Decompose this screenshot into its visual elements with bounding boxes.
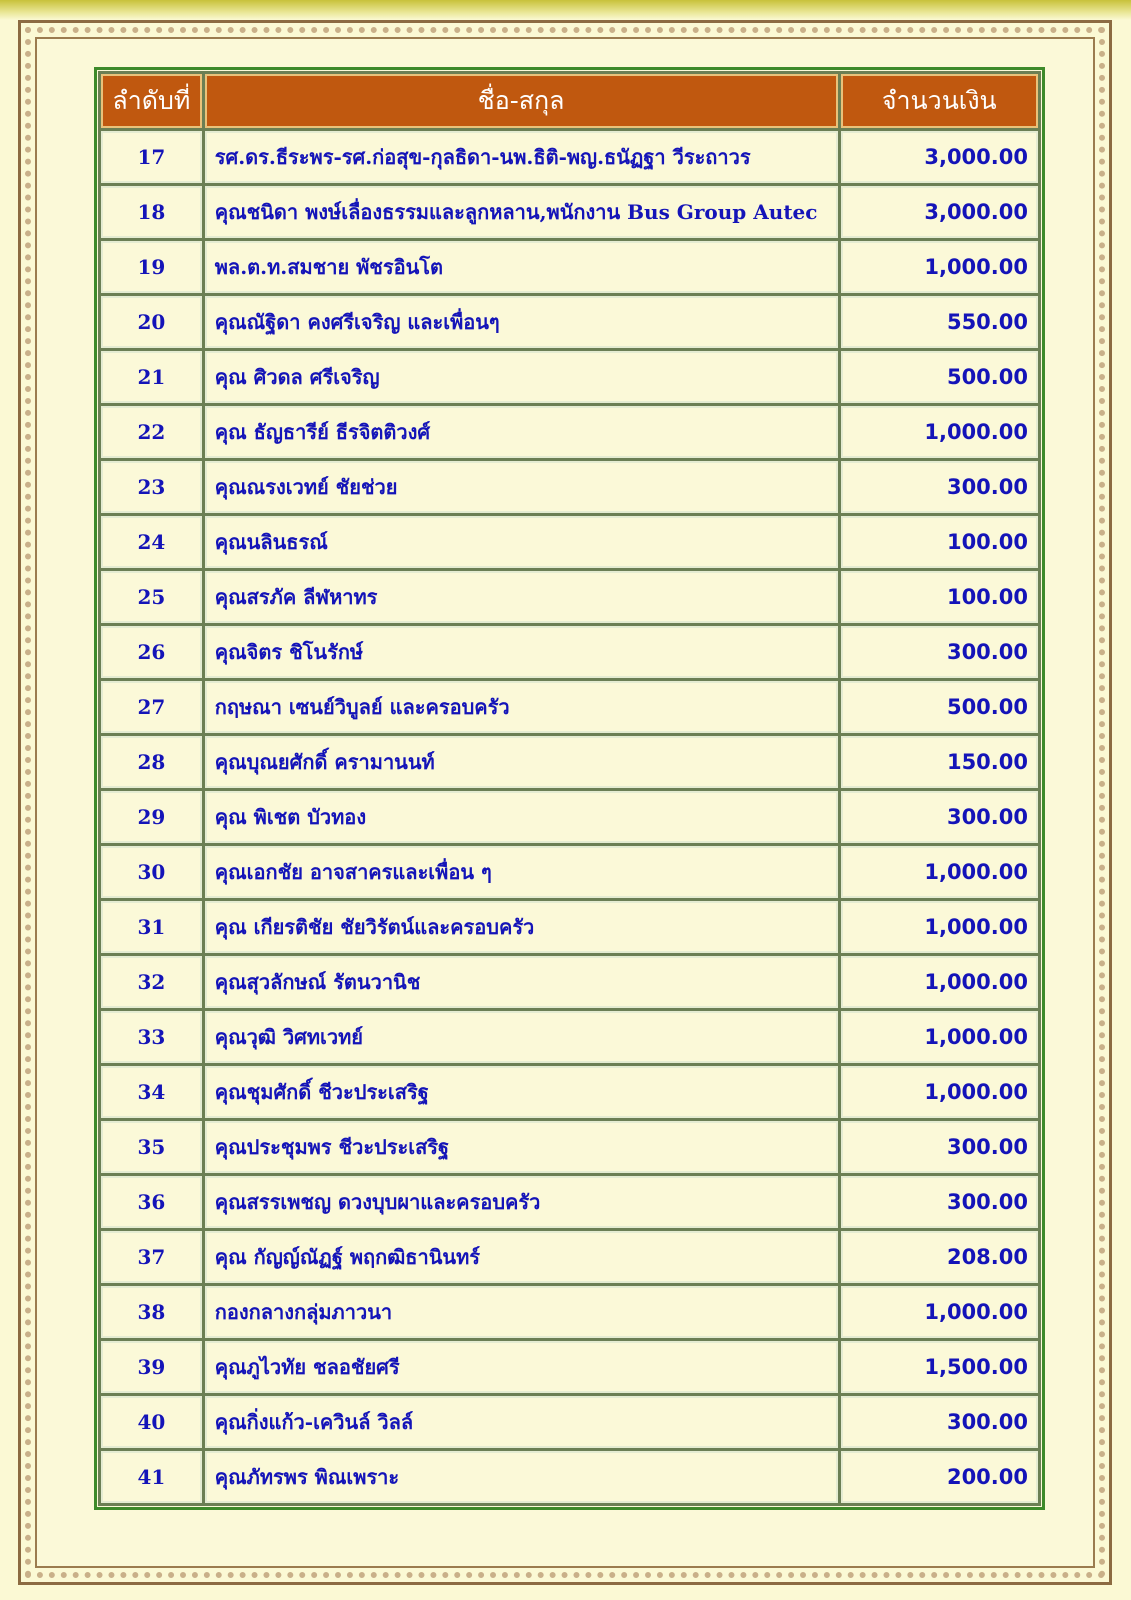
- donor-name: คุณสรรเพชญ ดวงบุบผาและครอบครัว: [205, 1176, 838, 1228]
- donation-amount: 1,000.00: [841, 901, 1039, 953]
- table-row: [101, 1286, 1038, 1338]
- donation-amount: 100.00: [841, 516, 1039, 568]
- donation-amount: 3,000.00: [841, 186, 1039, 238]
- row-number: 38: [101, 1286, 202, 1338]
- row-number: 33: [101, 1011, 202, 1063]
- row-number: 18: [101, 186, 202, 238]
- row-number: 30: [101, 846, 202, 898]
- donation-amount: 1,000.00: [841, 956, 1039, 1008]
- donor-table-body: [101, 131, 1038, 1503]
- donor-name: กองกลางกลุ่มภาวนา: [205, 1286, 838, 1338]
- table-row: [101, 296, 1038, 348]
- donation-amount: 550.00: [841, 296, 1039, 348]
- row-number: 35: [101, 1121, 202, 1173]
- donor-name: คุณ พิเชต บัวทอง: [205, 791, 838, 843]
- table-row: [101, 1011, 1038, 1063]
- donor-name: คุณบุณยศักดิ์ ครามานนท์: [205, 736, 838, 788]
- donation-amount: 300.00: [841, 1176, 1039, 1228]
- donor-name: กฤษณา เซนย์วิบูลย์ และครอบครัว: [205, 681, 838, 733]
- row-number: 34: [101, 1066, 202, 1118]
- row-number: 37: [101, 1231, 202, 1283]
- row-number: 40: [101, 1396, 202, 1448]
- table-row: [101, 516, 1038, 568]
- donation-amount: 300.00: [841, 791, 1039, 843]
- donor-name: พล.ต.ท.สมชาย พัชรอินโต: [205, 241, 838, 293]
- table-row: [101, 791, 1038, 843]
- row-number: 27: [101, 681, 202, 733]
- table-row: [101, 626, 1038, 678]
- donation-amount: 208.00: [841, 1231, 1039, 1283]
- table-row: [101, 736, 1038, 788]
- donation-amount: 150.00: [841, 736, 1039, 788]
- row-number: 20: [101, 296, 202, 348]
- donation-amount: 500.00: [841, 681, 1039, 733]
- donor-name: คุณ ศิวดล ศรีเจริญ: [205, 351, 838, 403]
- table-row: [101, 406, 1038, 458]
- top-gradient-band: [0, 0, 1131, 20]
- donor-name: คุณเอกชัย อาจสาครและเพื่อน ๆ: [205, 846, 838, 898]
- table-row: [101, 241, 1038, 293]
- row-number: 21: [101, 351, 202, 403]
- donation-amount: 300.00: [841, 1121, 1039, 1173]
- header-name: ชื่อ-สกุล: [205, 74, 838, 128]
- donation-amount: 1,000.00: [841, 1011, 1039, 1063]
- donor-name: คุณภูไวทัย ชลอชัยศรี: [205, 1341, 838, 1393]
- table-header-row: [101, 74, 1038, 128]
- table-row: [101, 901, 1038, 953]
- table-row: [101, 1451, 1038, 1503]
- donor-name: คุณ กัญญ์ณัฏฐ์ พฤกฒิธานินทร์: [205, 1231, 838, 1283]
- table-row: [101, 846, 1038, 898]
- row-number: 28: [101, 736, 202, 788]
- donor-name: คุณนลินธรณ์: [205, 516, 838, 568]
- donor-name: คุณ เกียรติชัย ชัยวิรัตน์และครอบครัว: [205, 901, 838, 953]
- donation-amount: 500.00: [841, 351, 1039, 403]
- donor-table-container: [94, 67, 1045, 1510]
- donor-table: [98, 71, 1041, 1506]
- row-number: 25: [101, 571, 202, 623]
- row-number: 17: [101, 131, 202, 183]
- donor-name: คุณชุมศักดิ์ ชีวะประเสริฐ: [205, 1066, 838, 1118]
- donation-amount: 300.00: [841, 1396, 1039, 1448]
- donation-amount: 1,000.00: [841, 1286, 1039, 1338]
- donation-amount: 300.00: [841, 626, 1039, 678]
- donor-name: คุณประชุมพร ชีวะประเสริฐ: [205, 1121, 838, 1173]
- table-row: [101, 1341, 1038, 1393]
- donation-amount: 1,000.00: [841, 241, 1039, 293]
- table-row: [101, 1121, 1038, 1173]
- table-row: [101, 1396, 1038, 1448]
- donation-amount: 300.00: [841, 461, 1039, 513]
- row-number: 19: [101, 241, 202, 293]
- donor-name: คุณจิตร ชิโนรักษ์: [205, 626, 838, 678]
- donor-name: คุณ ธัญธารีย์ ธีรจิตติวงศ์: [205, 406, 838, 458]
- table-row: [101, 461, 1038, 513]
- row-number: 29: [101, 791, 202, 843]
- header-amount: จำนวนเงิน: [841, 74, 1039, 128]
- donor-name: คุณณรงเวทย์ ชัยช่วย: [205, 461, 838, 513]
- table-row: [101, 351, 1038, 403]
- row-number: 31: [101, 901, 202, 953]
- donor-name: คุณชนิดา พงษ์เลื่องธรรมและลูกหลาน,พนักงาน Bus Group Autec: [205, 186, 838, 238]
- row-number: 23: [101, 461, 202, 513]
- row-number: 41: [101, 1451, 202, 1503]
- row-number: 24: [101, 516, 202, 568]
- donation-amount: 200.00: [841, 1451, 1039, 1503]
- row-number: 39: [101, 1341, 202, 1393]
- table-row: [101, 1176, 1038, 1228]
- row-number: 32: [101, 956, 202, 1008]
- row-number: 22: [101, 406, 202, 458]
- donation-amount: 1,000.00: [841, 846, 1039, 898]
- table-row: [101, 131, 1038, 183]
- donation-amount: 100.00: [841, 571, 1039, 623]
- table-row: [101, 1231, 1038, 1283]
- donor-name: คุณสรภัค ลีฬหาทร: [205, 571, 838, 623]
- header-number: ลำดับที่: [101, 74, 202, 128]
- table-row: [101, 681, 1038, 733]
- row-number: 26: [101, 626, 202, 678]
- donation-amount: 1,000.00: [841, 406, 1039, 458]
- donor-name: คุณณัฐิดา คงศรีเจริญ และเพื่อนๆ: [205, 296, 838, 348]
- donor-name: รศ.ดร.ธีระพร-รศ.ก่อสุข-กุลธิดา-นพ.ธิติ-พญ.ธนัฏฐา วีระถาวร: [205, 131, 838, 183]
- table-row: [101, 186, 1038, 238]
- donor-name: คุณสุวลักษณ์ รัตนวานิช: [205, 956, 838, 1008]
- row-number: 36: [101, 1176, 202, 1228]
- donor-name: คุณกิ่งแก้ว-เควินล์ วิลล์: [205, 1396, 838, 1448]
- donation-amount: 1,500.00: [841, 1341, 1039, 1393]
- table-row: [101, 1066, 1038, 1118]
- table-row: [101, 956, 1038, 1008]
- donation-amount: 3,000.00: [841, 131, 1039, 183]
- donation-amount: 1,000.00: [841, 1066, 1039, 1118]
- table-row: [101, 571, 1038, 623]
- donor-name: คุณภัทรพร พิณเพราะ: [205, 1451, 838, 1503]
- donor-name: คุณวุฒิ วิศทเวทย์: [205, 1011, 838, 1063]
